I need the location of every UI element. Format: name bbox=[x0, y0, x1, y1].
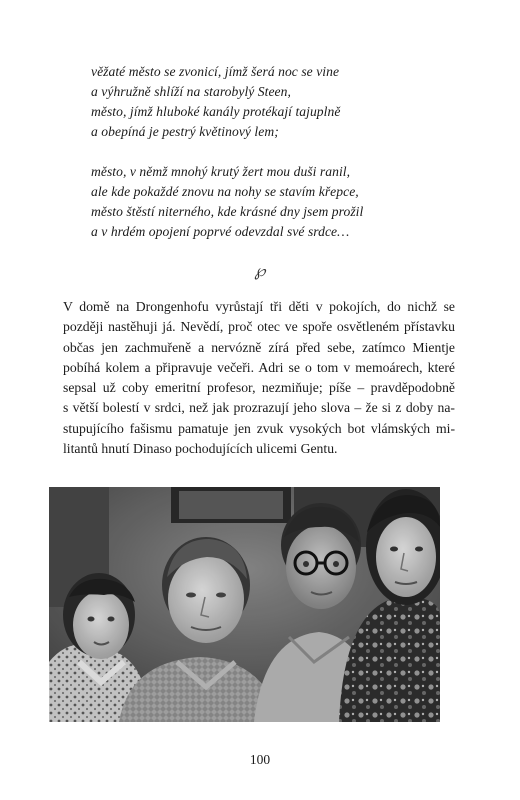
poem-line: a v hrdém opojení poprvé odevzdal své srdce… bbox=[91, 224, 350, 239]
poem-line: ale kde pokaždé znovu na nohy se stavím křepce, bbox=[91, 184, 359, 199]
poem-stanza-2 bbox=[91, 162, 471, 242]
poem-line: a obepíná je pestrý květinový lem; bbox=[91, 124, 279, 139]
poem-line: město, jímž hluboké kanály protékají tajuplně bbox=[91, 104, 341, 119]
paragraph-line: V domě na Drongenhofu vyrůstají tři děti v pokojích, do nichž se bbox=[63, 299, 455, 314]
poem-line: a výhružně shlíží na starobylý Steen, bbox=[91, 84, 291, 99]
poem-line: město, v němž mnohý krutý žert mou duši ranil, bbox=[91, 164, 351, 179]
paragraph-line: s větší bolestí v srdci, než jak prozrazují jeho slova – že si z doby na- bbox=[63, 400, 455, 416]
paragraph-line: sepsal už coby emeritní profesor, nezmiňuje; píše – pravděpodobně bbox=[63, 380, 455, 396]
page-number: 100 bbox=[249, 752, 271, 767]
family-photo bbox=[49, 487, 440, 722]
paragraph-line: litantů hnutí Dinaso pochodujících ulicemi Gentu. bbox=[63, 441, 338, 457]
family-photo-image bbox=[49, 487, 440, 722]
body-paragraph bbox=[63, 297, 455, 459]
paragraph-line: pobíhá kolem a připravuje večeři. Adri se o tom v memoárech, které bbox=[63, 359, 455, 375]
paragraph-line: stupujícího fašismu pamatuje jen zvuk vysokých bot vlámských mi- bbox=[63, 420, 455, 436]
section-ornament: ℘ bbox=[254, 263, 266, 280]
poem-line: věžaté město se zvonicí, jímž šerá noc se vine bbox=[91, 64, 340, 79]
paragraph-line: občas jen zachmuřeně a nervózně zírá před sebe, zatímco Mientje bbox=[63, 339, 455, 355]
poem-line: město štěstí niterného, kde krásné dny jsem prožil bbox=[91, 204, 364, 219]
poem-stanza-1 bbox=[91, 62, 471, 142]
paragraph-line: později nastěhuji já. Nevědí, proč otec ve spoře osvětleném přístavku bbox=[63, 319, 455, 335]
poem bbox=[91, 62, 471, 262]
